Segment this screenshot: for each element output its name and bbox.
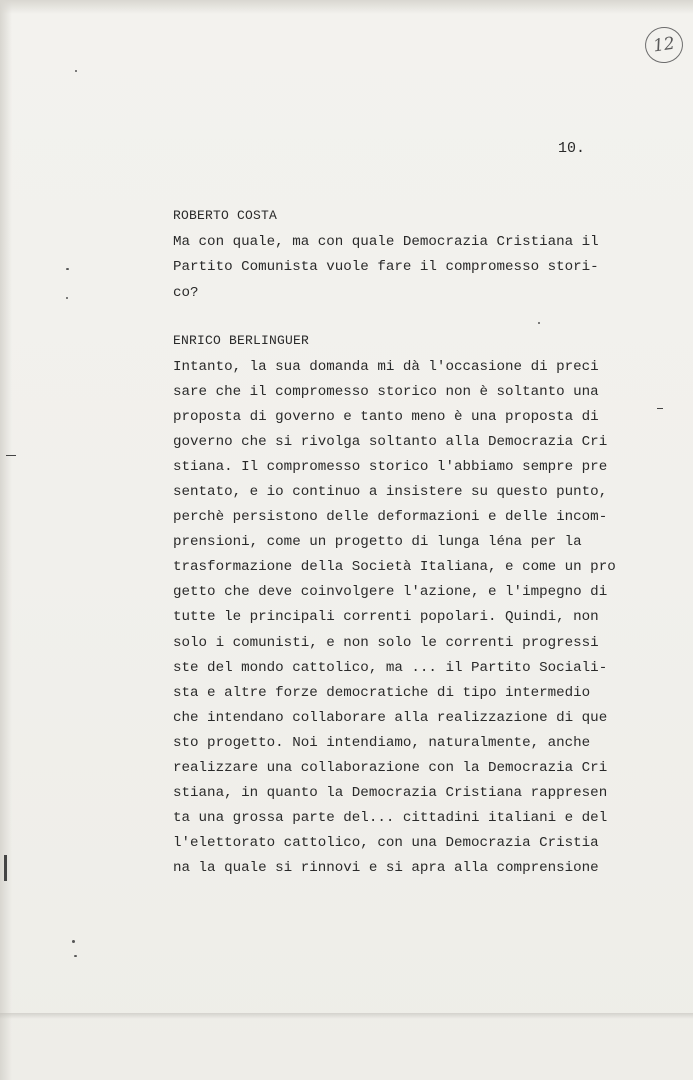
text-line: proposta di governo e tanto meno è una proposta di — [173, 409, 599, 426]
ink-speck — [75, 70, 77, 72]
ink-speck — [66, 268, 69, 270]
text-line: Intanto, la sua domanda mi dà l'occasione di preci — [173, 359, 599, 375]
text-line: co? — [173, 284, 199, 301]
ink-speck — [538, 322, 540, 324]
text-line: sto progetto. Noi intendiamo, naturalmente, anche — [173, 734, 591, 751]
text-line: ta una grossa parte del... cittadini italiani e del — [173, 809, 608, 826]
page-number: 10. — [558, 140, 586, 157]
text-line: trasformazione della Società Italiana, e come un pro — [173, 559, 616, 576]
text-line: getto che deve coinvolgere l'azione, e l'impegno di — [173, 584, 608, 601]
speaker-text — [173, 355, 616, 881]
text-line: Ma con quale, ma con quale Democrazia Cristiana il — [173, 234, 599, 250]
text-line: che intendano collaborare alla realizzazione di que — [173, 709, 608, 726]
text-line: governo che si rivolga soltanto alla Democrazia Cri — [173, 434, 608, 451]
text-line: realizzare una collaborazione con la Democrazia Cri — [173, 759, 608, 776]
speaker-name: ENRICO BERLINGUER — [173, 333, 310, 348]
scan-top-edge — [0, 0, 693, 14]
text-line: solo i comunisti, e non solo le correnti progressi — [173, 634, 599, 651]
ink-speck — [66, 297, 68, 299]
speaker-text — [173, 230, 603, 306]
text-line: sare che il compromesso storico non è soltanto una — [173, 384, 599, 401]
margin-mark — [4, 855, 7, 881]
ink-speck — [74, 955, 77, 957]
text-line: stiana, in quanto la Democrazia Cristiana rappresen — [173, 784, 608, 801]
text-line: na la quale si rinnovi e si apra alla comprensione — [173, 859, 599, 876]
text-line: sta e altre forze democratiche di tipo intermedio — [173, 684, 591, 701]
text-line: Partito Comunista vuole fare il compromesso stori- — [173, 259, 599, 276]
text-line: tutte le principali correnti popolari. Quindi, non — [173, 609, 599, 626]
speaker-name: ROBERTO COSTA — [173, 208, 278, 223]
margin-mark — [657, 408, 663, 409]
text-line: l'elettorato cattolico, con una Democrazia Cristia — [173, 834, 599, 851]
text-line: ste del mondo cattolico, ma ... il Partito Sociali- — [173, 659, 608, 676]
archive-page-stamp: 12 — [643, 25, 686, 66]
margin-mark — [6, 455, 16, 456]
scan-left-edge — [0, 0, 12, 1080]
paper-fold-line — [0, 1013, 693, 1019]
text-line: perchè persistono delle deformazioni e delle incom- — [173, 509, 608, 526]
text-line: stiana. Il compromesso storico l'abbiamo sempre pre — [173, 459, 608, 476]
text-line: prensioni, come un progetto di lunga léna per la — [173, 534, 582, 551]
text-line: sentato, e io continuo a insistere su questo punto, — [173, 484, 608, 501]
ink-speck — [72, 940, 75, 943]
